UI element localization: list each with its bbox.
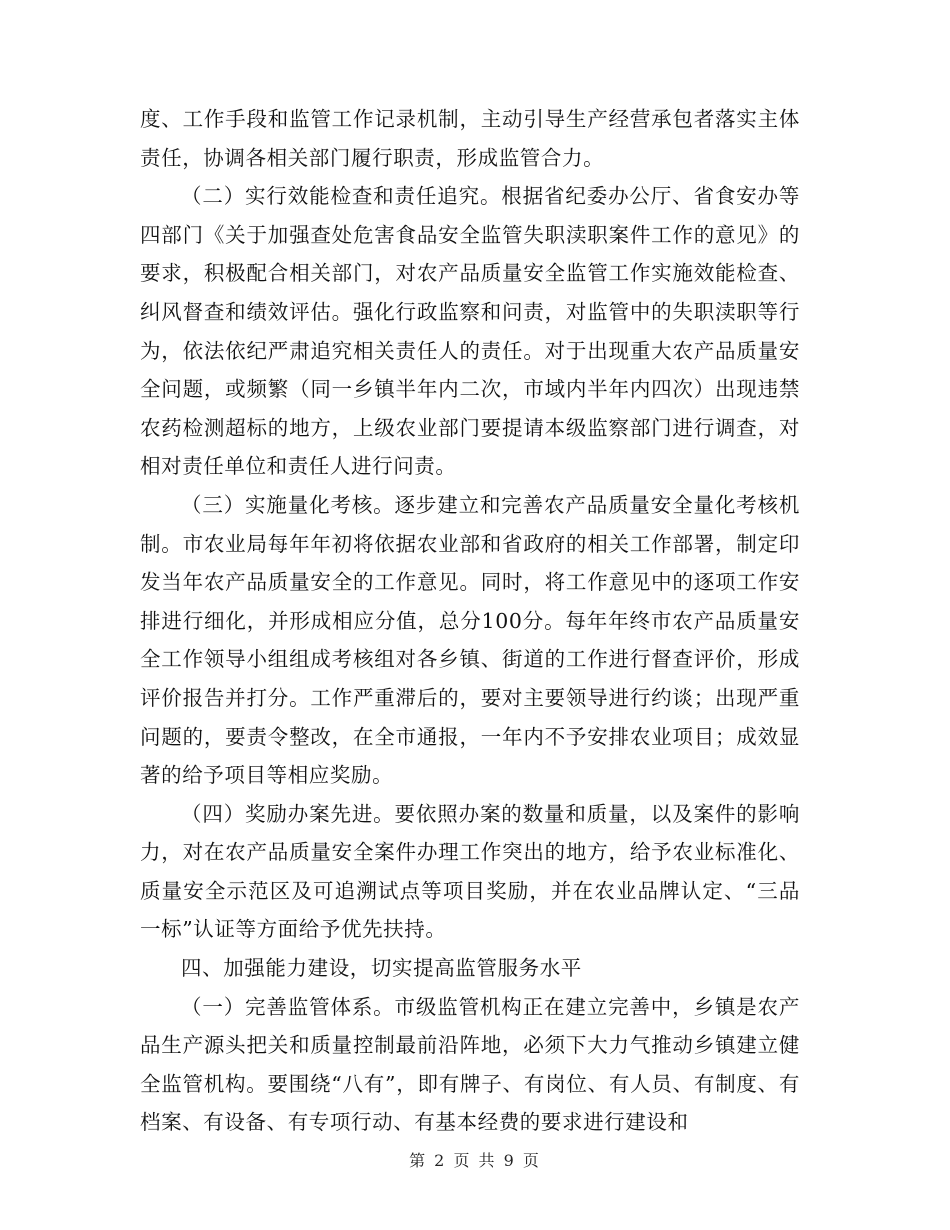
paragraph-section-3: （三）实施量化考核。逐步建立和完善农产品质量安全量化考核机制。市农业局每年年初将依据农业部和省政府的相关工作部署，制定印发当年农产品质量安全的工作意见。同时，将工作意见中的逐项工作安排进行细化，并形成相应分值，总分100分。每年年终市农产品质量安全工作领导小组组成考核组对各乡镇、街道的工作进行督查评价，形成评价报告并打分。工作严重滞后的，要对主要领导进行约谈；出现严重问题的，要责令整改，在全市通报，一年内不予安排农业项目；成效显著的给予项目等相应奖励。 (140, 492, 800, 788)
paragraph-continuation: 度、工作手段和监管工作记录机制，主动引导生产经营承包者落实主体责任，协调各相关部门履行职责，形成监管合力。 (140, 107, 800, 170)
section-heading: 四、加强能力建设，切实提高监管服务水平 (181, 956, 582, 981)
paragraph-section-2: （二）实行效能检查和责任追究。根据省纪委办公厅、省食安办等四部门《关于加强查处危害食品安全监管失职渎职案件工作的意见》的要求，积极配合相关部门，对农产品质量安全监管工作实施效能检查、纠风督查和绩效评估。强化行政监察和问责，对监管中的失职渎职等行为，依法依纪严肃追究相关责任人的责任。对于出现重大农产品质量安全问题，或频繁（同一乡镇半年内二次，市域内半年内四次）出现违禁农药检测超标的地方，上级农业部门要提请本级监察部门进行调查，对相对责任单位和责任人进行问责。 (140, 184, 800, 479)
paragraph-section-4: （四）奖励办案先进。要依照办案的数量和质量，以及案件的影响力，对在农产品质量安全案件办理工作突出的地方，给予农业标准化、质量安全示范区及可追溯试点等项目奖励，并在农业品牌认定、“三品一标”认证等方面给予优先扶持。 (140, 801, 800, 942)
page-number-footer: 第 2 页 共 9 页 (409, 1151, 541, 1170)
paragraph-subsection-1: （一）完善监管体系。市级监管机构正在建立完善中，乡镇是农产品生产源头把关和质量控制最前沿阵地，必须下大力气推动乡镇建立健全监管机构。要围绕“八有”，即有牌子、有岗位、有人员、有制度、有档案、有设备、有专项行动、有基本经费的要求进行建设和 (140, 994, 800, 1135)
document-body (140, 100, 800, 1142)
